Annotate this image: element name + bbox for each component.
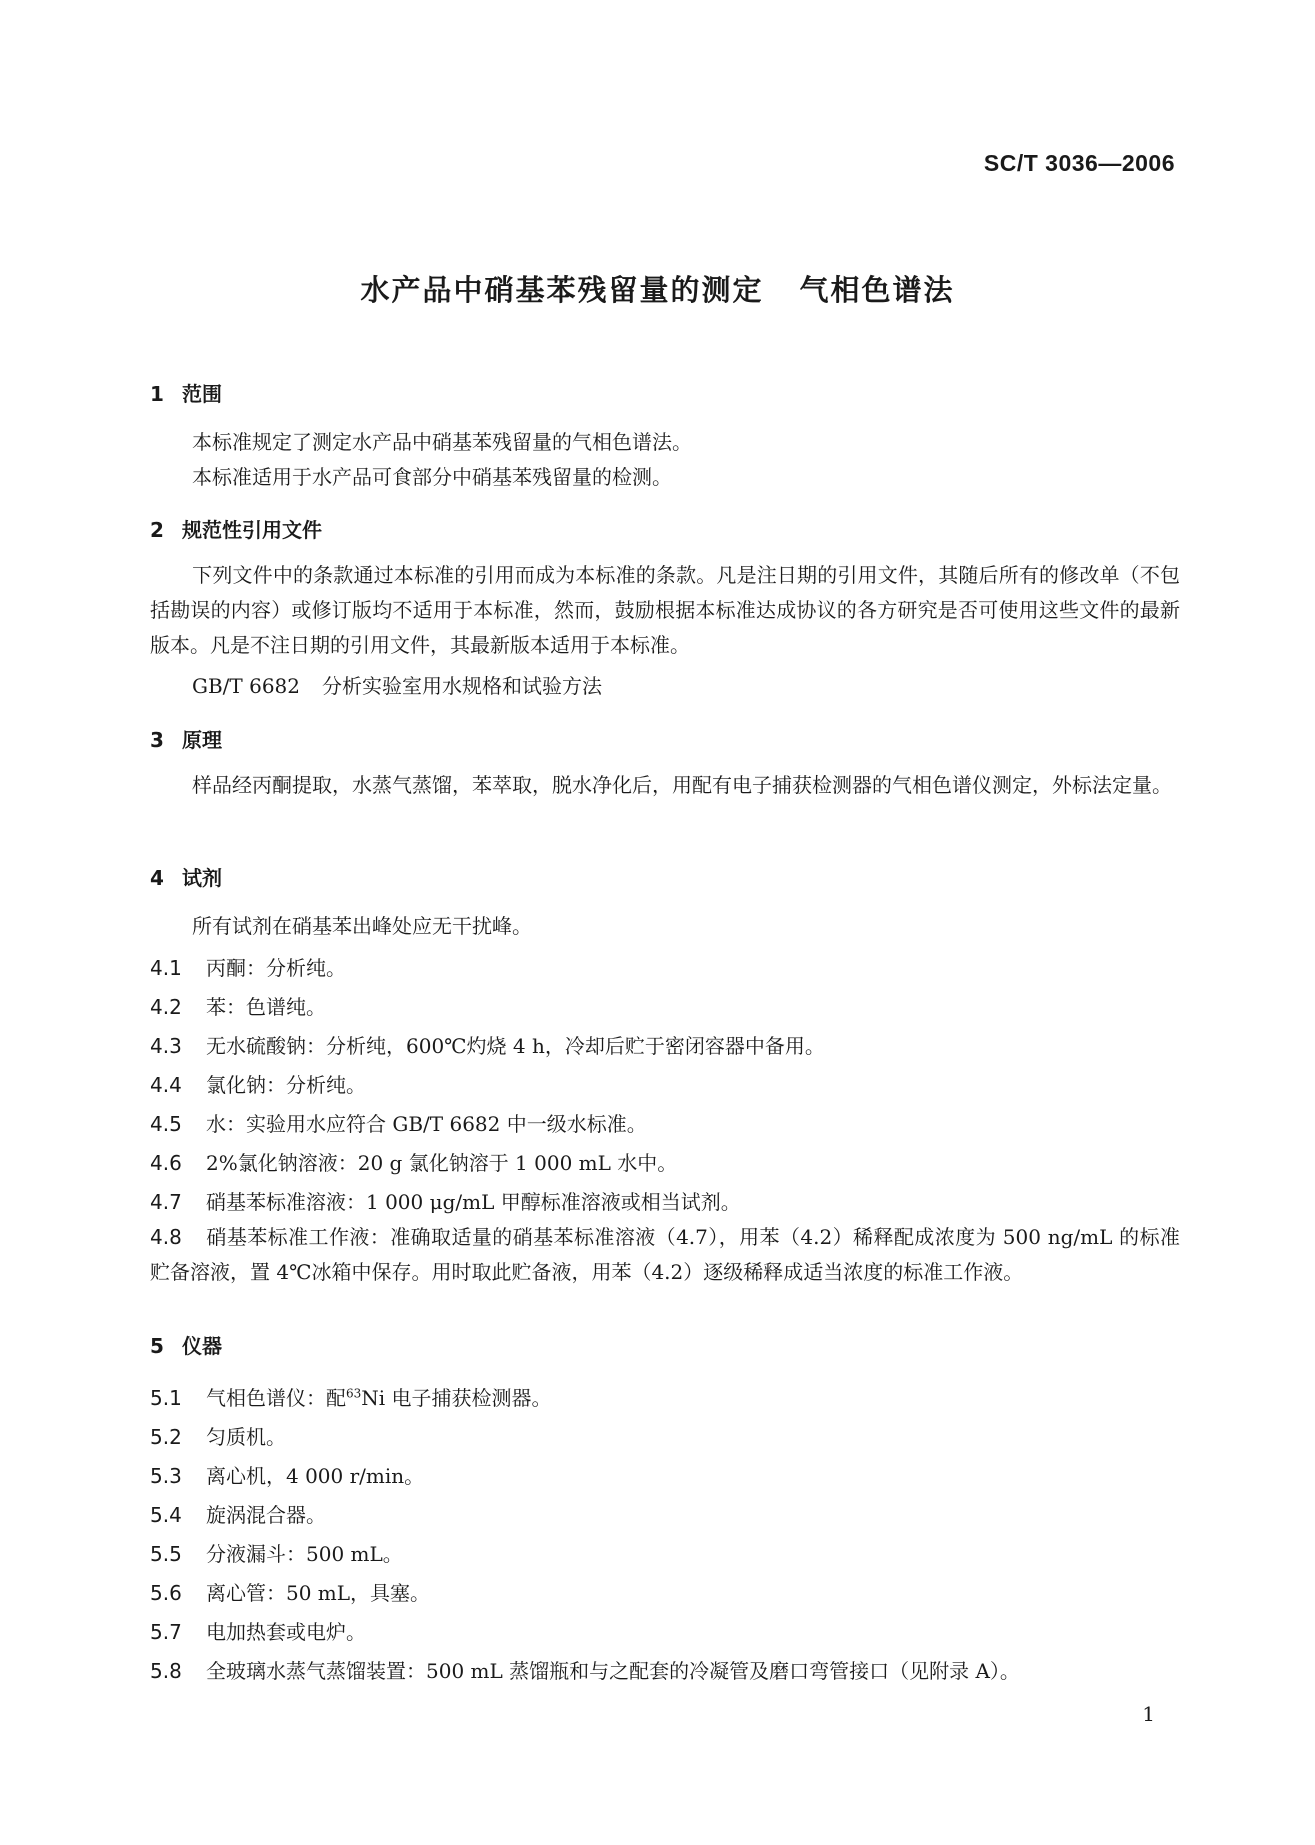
- reagent-item: 4.4 氯化钠：分析纯。: [150, 1073, 366, 1097]
- reagent-item-number: 4.8: [150, 1225, 182, 1249]
- apparatus-item: 5.6 离心管：50 mL，具塞。: [150, 1581, 431, 1605]
- document-title: [0, 268, 1315, 309]
- reagent-item: 4.7 硝基苯标准溶液：1 000 μg/mL 甲醇标准溶液或相当试剂。: [150, 1190, 741, 1214]
- apparatus-item: 5.1 气相色谱仪：配$^{63}$Ni 电子捕获检测器。: [150, 1386, 552, 1410]
- page-number: 1: [1142, 1702, 1155, 1726]
- section-title: 范围: [182, 382, 222, 406]
- reagent-item-4-8: [150, 1220, 1180, 1290]
- section-heading-scope: [150, 378, 222, 407]
- reagent-item: 4.2 苯：色谱纯。: [150, 995, 326, 1019]
- reference-code: GB/T 6682: [192, 674, 301, 698]
- apparatus-item: 5.4 旋涡混合器。: [150, 1503, 326, 1527]
- section-number: 4: [150, 866, 164, 890]
- section-heading-principle: [150, 724, 222, 753]
- apparatus-item: 5.2 匀质机。: [150, 1425, 286, 1449]
- section-number: 3: [150, 728, 164, 752]
- section-number: 1: [150, 382, 164, 406]
- section-title: 规范性引用文件: [182, 518, 322, 542]
- reagent-item: 4.6 2%氯化钠溶液：20 g 氯化钠溶于 1 000 mL 水中。: [150, 1151, 678, 1175]
- section-heading-references: [150, 514, 322, 543]
- standard-code: SC/T 3036—2006: [983, 150, 1175, 176]
- apparatus-item: 5.5 分液漏斗：500 mL。: [150, 1542, 403, 1566]
- title-main: 水产品中硝基苯残留量的测定: [360, 273, 764, 307]
- reagents-intro: 所有试剂在硝基苯出峰处应无干扰峰。: [192, 914, 532, 938]
- title-method: 气相色谱法: [799, 273, 955, 307]
- principle-text: 样品经丙酮提取，水蒸气蒸馏，苯萃取，脱水净化后，用配有电子捕获检测器的气相色谱仪测定，外标法定量。: [192, 773, 1172, 797]
- apparatus-item: 5.7 电加热套或电炉。: [150, 1620, 366, 1644]
- references-text: 下列文件中的条款通过本标准的引用而成为本标准的条款。凡是注日期的引用文件，其随后所有的修改单（不包括勘误的内容）或修订版均不适用于本标准，然而，鼓励根据本标准达成协议的各方研究是否可使用这些文件的最新版本。凡是不注日期的引用文件，其最新版本适用于本标准。: [150, 563, 1180, 657]
- apparatus-item: 5.3 离心机，4 000 r/min。: [150, 1464, 425, 1488]
- reagent-item: 4.1 丙酮：分析纯。: [150, 956, 346, 980]
- section-title: 仪器: [182, 1334, 222, 1358]
- scope-paragraph-1: 本标准规定了测定水产品中硝基苯残留量的气相色谱法。: [192, 430, 692, 454]
- reagent-item-text: 硝基苯标准工作液：准确取适量的硝基苯标准溶液（4.7），用苯（4.2）稀释配成浓度为 500 ng/mL 的标准贮备溶液，置 4℃冰箱中保存。用时取此贮备液，用苯（4.2）逐级稀释成适当浓度的标准工作液。: [150, 1225, 1180, 1284]
- principle-paragraph: [150, 768, 1180, 803]
- references-paragraph: [150, 558, 1180, 663]
- section-heading-reagents: [150, 862, 222, 891]
- section-number: 5: [150, 1334, 164, 1358]
- section-title: 试剂: [182, 866, 222, 890]
- reference-title: 分析实验室用水规格和试验方法: [322, 674, 603, 698]
- scope-paragraph-2: 本标准适用于水产品可食部分中硝基苯残留量的检测。: [192, 465, 672, 489]
- section-title: 原理: [182, 728, 222, 752]
- normative-reference: [192, 670, 602, 699]
- reagent-item: 4.3 无水硫酸钠：分析纯，600℃灼烧 4 h，冷却后贮于密闭容器中备用。: [150, 1034, 825, 1058]
- section-number: 2: [150, 518, 164, 542]
- section-heading-apparatus: [150, 1330, 222, 1359]
- apparatus-item: 5.8 全玻璃水蒸气蒸馏装置：500 mL 蒸馏瓶和与之配套的冷凝管及磨口弯管接口（见附录 A）。: [150, 1659, 1020, 1683]
- reagent-item: 4.5 水：实验用水应符合 GB/T 6682 中一级水标准。: [150, 1112, 647, 1136]
